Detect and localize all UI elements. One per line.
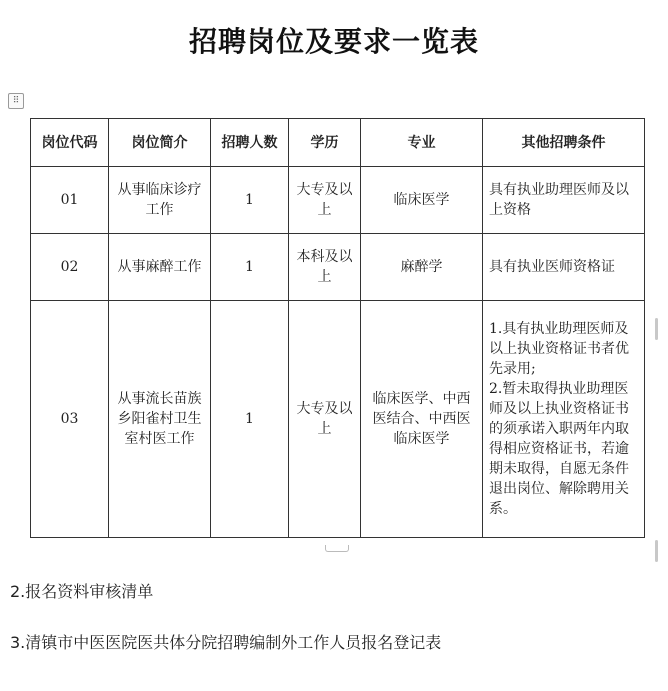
header-conditions: 其他招聘条件 — [483, 119, 645, 167]
header-intro: 岗位简介 — [109, 119, 211, 167]
cell-major: 麻醉学 — [361, 234, 483, 301]
cell-major: 临床医学 — [361, 167, 483, 234]
table-header-row — [31, 119, 645, 167]
cell-major: 临床医学、中西医结合、中西医临床医学 — [361, 301, 483, 538]
header-count: 招聘人数 — [211, 119, 289, 167]
cell-intro: 从事临床诊疗工作 — [109, 167, 211, 234]
cell-education: 本科及以上 — [289, 234, 361, 301]
header-education: 学历 — [289, 119, 361, 167]
attachment-audit-list-link[interactable]: 2.报名资料审核清单 — [10, 582, 154, 601]
cell-code: 03 — [31, 301, 109, 538]
cell-count: 1 — [211, 301, 289, 538]
cell-code: 02 — [31, 234, 109, 301]
cell-conditions: 具有执业医师资格证 — [483, 234, 645, 301]
recruitment-table — [30, 118, 645, 538]
cell-conditions: 具有执业助理医师及以上资格 — [483, 167, 645, 234]
cell-education: 大专及以上 — [289, 301, 361, 538]
cell-code: 01 — [31, 167, 109, 234]
scroll-edge-mark — [655, 318, 658, 340]
row-resize-handle[interactable] — [325, 545, 349, 552]
header-major: 专业 — [361, 119, 483, 167]
cell-count: 1 — [211, 167, 289, 234]
table-row — [31, 301, 645, 538]
page-title: 招聘岗位及要求一览表 — [188, 25, 479, 58]
cell-conditions: 1.具有执业助理医师及以上执业资格证书者优先录用; 2.暂未取得执业助理医师及以上执业资格证书的须承诺入职两年内取得相应资格证书，若逾期未取得，自愿无条件退出岗位、解除聘用关系。 — [483, 301, 645, 538]
table-move-handle-icon[interactable]: ⠿ — [8, 93, 24, 109]
scroll-edge-mark — [655, 540, 658, 562]
table-row — [31, 234, 645, 301]
attachment-registration-form-link[interactable]: 3.清镇市中医医院医共体分院招聘编制外工作人员报名登记表 — [10, 633, 442, 652]
cell-intro: 从事麻醉工作 — [109, 234, 211, 301]
cell-count: 1 — [211, 234, 289, 301]
table-row — [31, 167, 645, 234]
cell-intro: 从事流长苗族乡阳雀村卫生室村医工作 — [109, 301, 211, 538]
header-code: 岗位代码 — [31, 119, 109, 167]
cell-education: 大专及以上 — [289, 167, 361, 234]
